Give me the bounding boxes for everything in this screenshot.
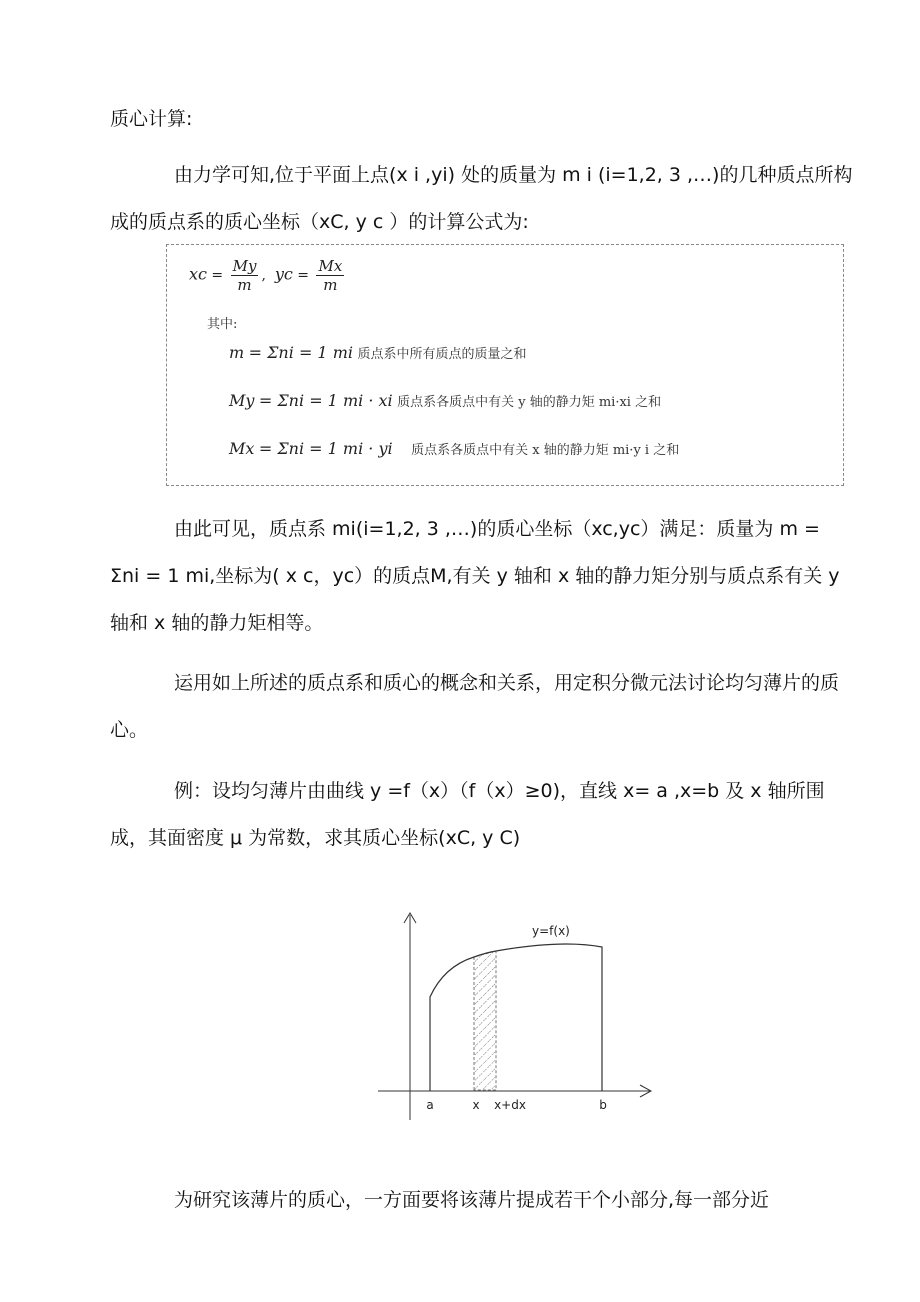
paragraph-method: 运用如上所述的质点系和质心的概念和关系，用定积分微元法讨论均匀薄片的质心。	[110, 672, 840, 741]
hatched-strip	[474, 951, 496, 1090]
mx-description: 质点系各质点中有关 x 轴的静力矩 mi·y i 之和	[411, 443, 680, 458]
paragraph-example: 例：设均匀薄片由曲线 y =f（x）（f（x）≥0)，直线 x= a ,x=b 及 x 轴所围成，其面密度 μ 为常数，求其质心坐标(xC, y C)	[110, 780, 825, 849]
my-description: 质点系各质点中有关 y 轴的静力矩 mi·xi 之和	[397, 395, 662, 410]
label-b: b	[599, 1098, 607, 1112]
mx-expression: = Σni = 1 mi · yi	[258, 439, 393, 458]
centroid-formula: xc = $\frac{My}{m}$ , yc = $\frac{Mx}{m}$	[189, 257, 343, 294]
my-expression: = Σni = 1 mi · xi	[258, 391, 393, 410]
xc-numerator: My	[232, 257, 257, 275]
formula-my-row	[229, 391, 661, 410]
m-description: 质点系中所有质点的质量之和	[357, 347, 527, 362]
xc-lhs: xc	[189, 264, 207, 284]
m-expression: = Σni = 1 mi	[248, 343, 353, 362]
label-x: x	[472, 1098, 480, 1112]
qizhong-label: 其中:	[207, 317, 238, 332]
yc-fraction	[316, 257, 344, 294]
paragraph-continuation: 为研究该薄片的质心，一方面要将该薄片提成若干个小部分,每一部分近	[174, 1189, 770, 1211]
formula-m-row	[229, 343, 526, 362]
thin-plate-figure	[370, 905, 660, 1125]
mx-lhs: Mx	[229, 439, 255, 458]
paragraph-intro: 由力学可知,位于平面上点(x i ,yi) 处的质量为 m i (i=1,2, 3 ,…)的几种质点所构成的质点系的质心坐标（xC, y c ）的计算公式为:	[110, 164, 853, 233]
xc-denominator: m	[237, 276, 252, 294]
xc-fraction	[231, 257, 259, 294]
section-heading: 质心计算:	[110, 108, 193, 130]
curve-fx	[430, 944, 602, 1091]
yc-denominator: m	[323, 276, 338, 294]
my-lhs: My	[229, 391, 255, 410]
formula-box	[166, 244, 844, 486]
m-lhs: m	[229, 343, 245, 362]
label-x-plus-dx: x+dx	[494, 1098, 526, 1112]
paragraph-conclusion: 由此可见，质点系 mi(i=1,2, 3 ,…)的质心坐标（xc,yc）满足：质量为 m = Σni = 1 mi,坐标为( x c，yc）的质点M,有关 y 轴和 x 轴的静力矩分别与质点系有关 y 轴和 x 轴的静力矩相等。	[110, 518, 840, 634]
yc-lhs: yc	[274, 264, 293, 284]
curve-label: y=f(x)	[532, 924, 570, 938]
formula-mx-row	[229, 439, 679, 458]
yc-numerator: Mx	[318, 257, 343, 275]
label-a: a	[426, 1098, 434, 1112]
